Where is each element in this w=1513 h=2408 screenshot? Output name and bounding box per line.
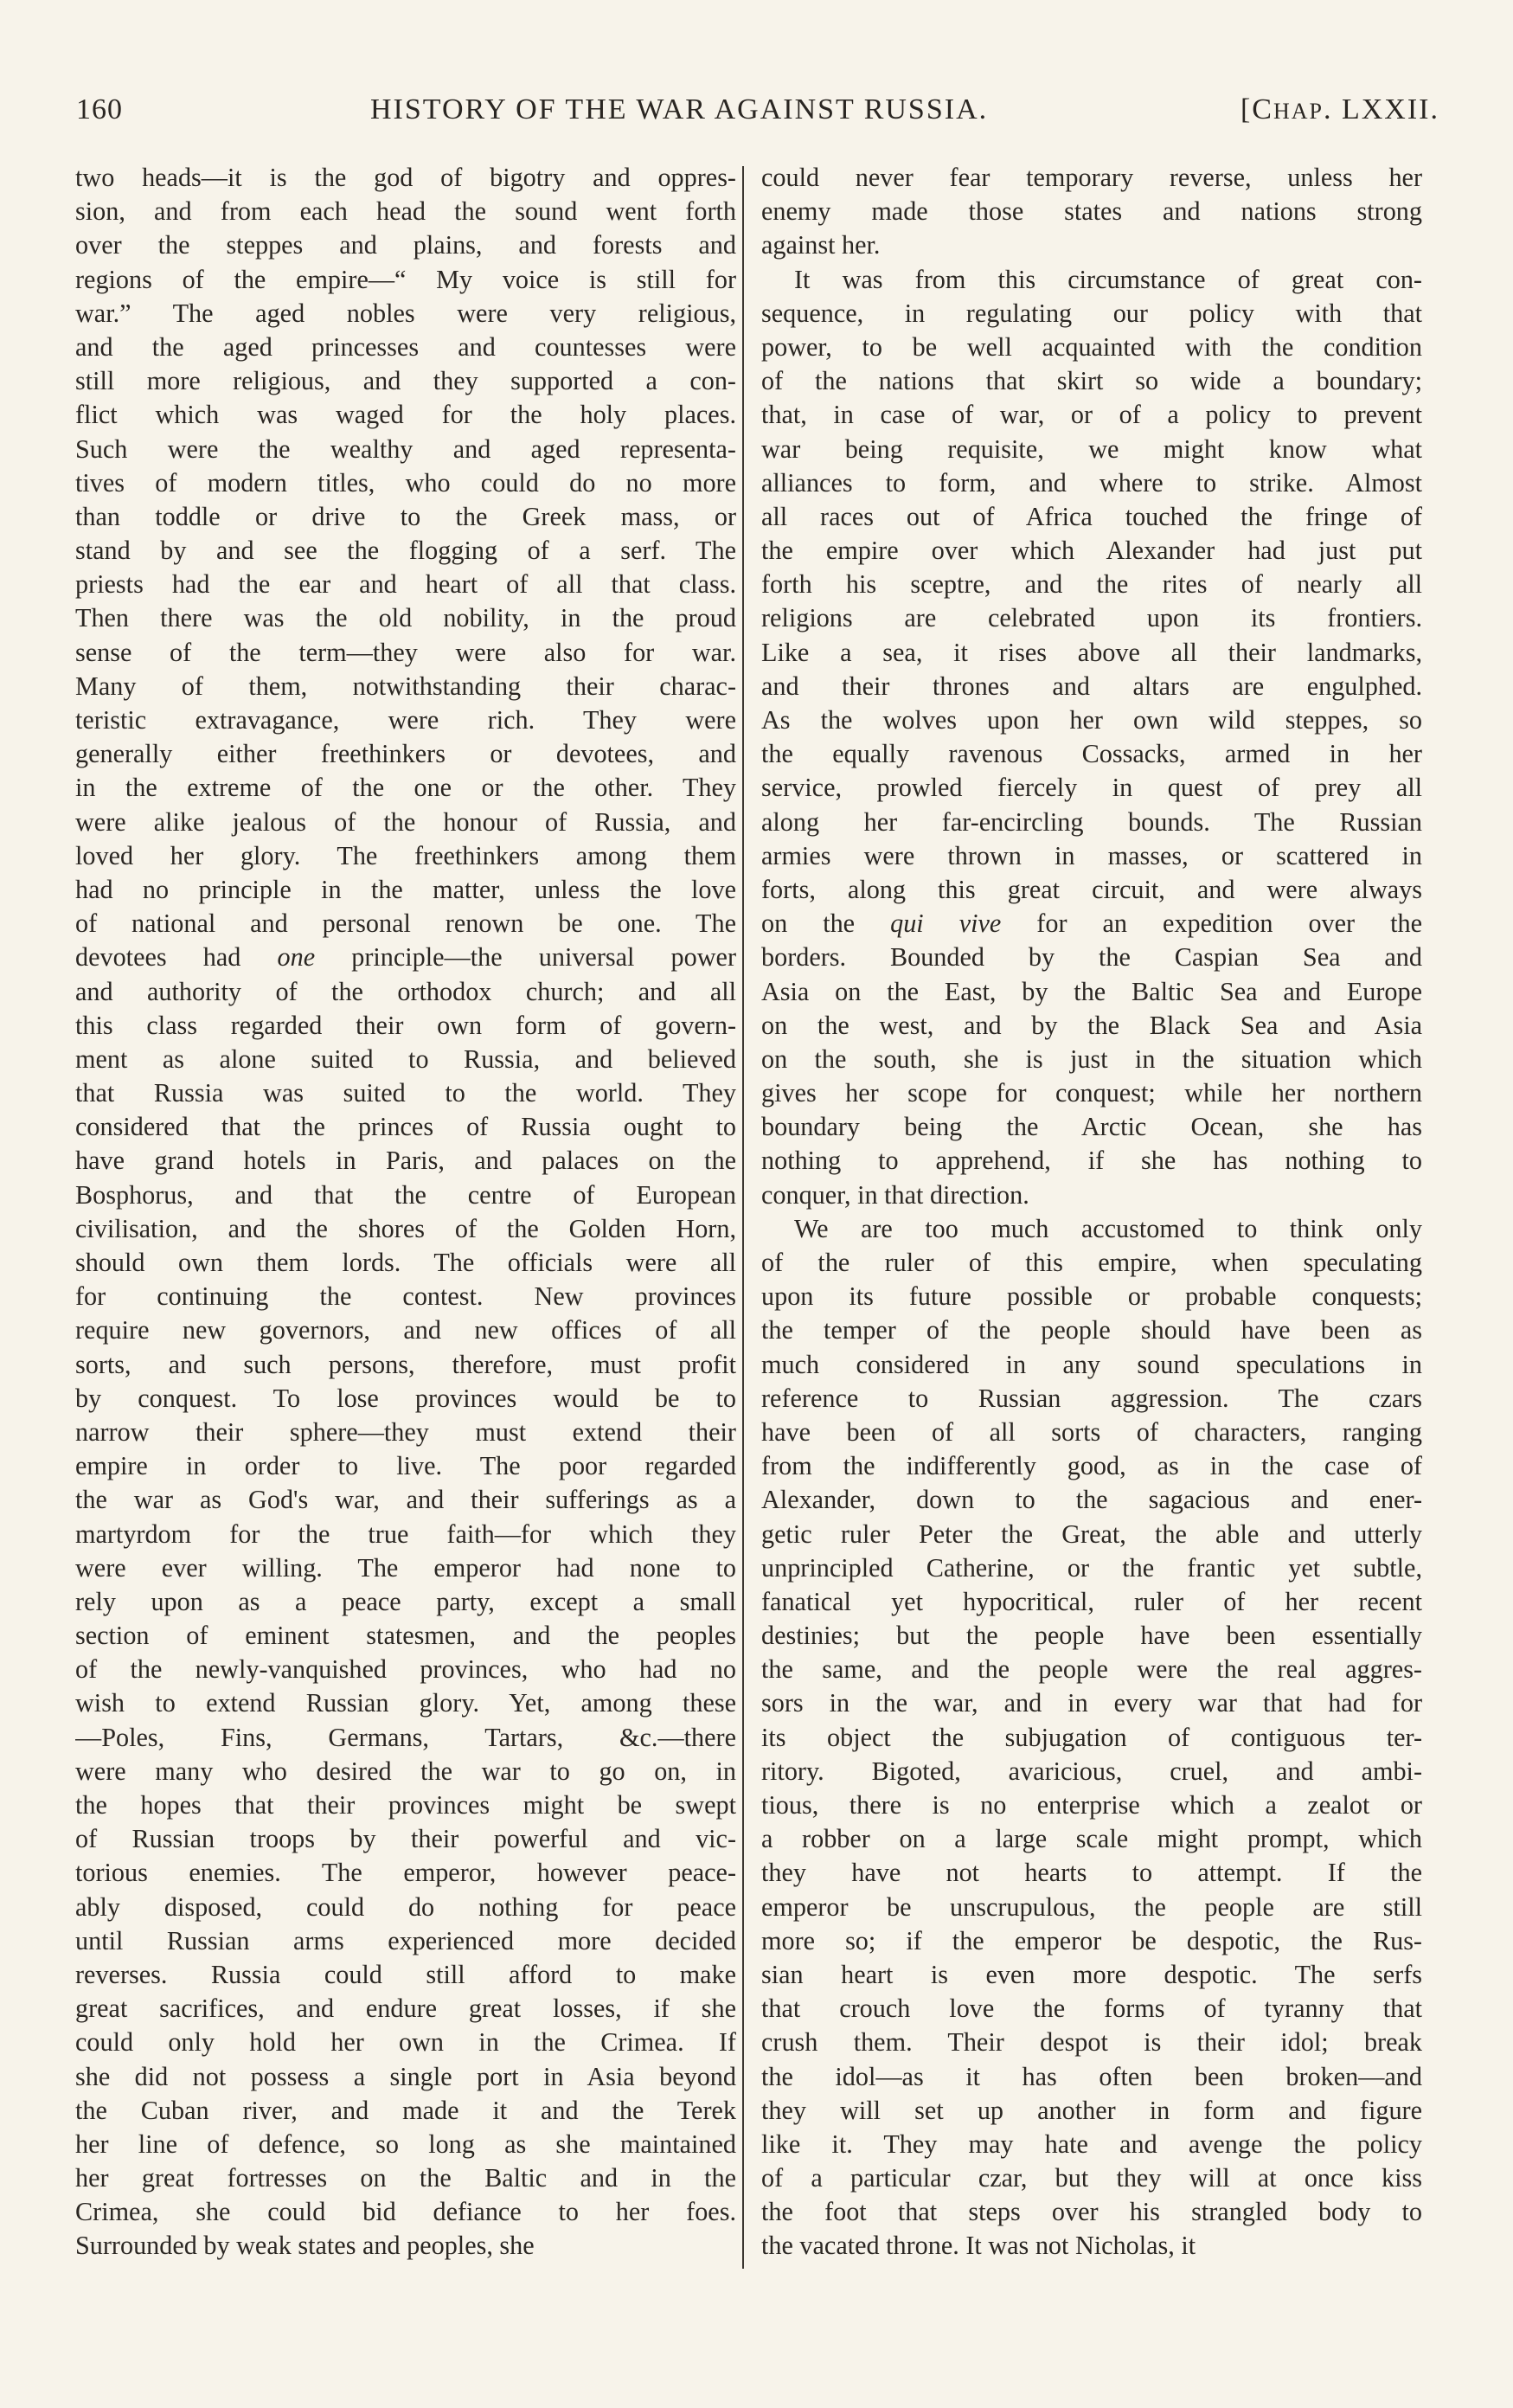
text-line: over the steppes and plains, and forests and [75,230,736,260]
text-line: tives of modern titles, who could do no more [75,467,736,498]
text-line: war.” The aged nobles were very religious, [75,298,736,328]
text-line: the equally ravenous Cossacks, armed in her [761,739,1422,769]
text-line: should own them lords. The officials were all [75,1248,736,1277]
text-line: crush them. Their despot is their idol; break [761,2027,1422,2058]
text-line: the war as God's war, and their sufferings as a [75,1485,736,1515]
text-line: could never fear temporary reverse, unless her [761,163,1422,192]
text-line: the hopes that their provinces might be swept [75,1790,736,1820]
text-line: As the wolves upon her own wild steppes, so [761,705,1422,735]
text-line: Crimea, she could bid defiance to her foes. [75,2197,736,2227]
text-line: emperor be unscrupulous, the people are still [761,1891,1422,1922]
text-line: that, in case of war, or of a policy to prevent [761,400,1422,430]
italic-phrase: qui vive [890,909,1002,939]
text-line: were many who desired the war to go on, in [75,1756,736,1786]
text-line: have been of all sorts of characters, ranging [761,1416,1422,1447]
text-line: like it. They may hate and avenge the policy [761,2129,1422,2159]
text-line: the vacated throne. It was not Nicholas, it [761,2231,1196,2261]
text-line: of a particular czar, but they will at once kiss [761,2163,1422,2193]
text-line: she did not possess a single port in Asia beyond [75,2061,736,2091]
text-line: ritory. Bigoted, avaricious, cruel, and ambi- [761,1756,1422,1786]
text-line: section of eminent statesmen, and the peoples [75,1621,736,1651]
text-line: nothing to apprehend, if she has nothing to [761,1146,1422,1176]
text-line: generally either freethinkers or devotees, and [75,739,736,769]
text-line: forth his sceptre, and the rites of nearly all [761,569,1422,600]
running-header [76,87,1439,135]
text-line: on the west, and by the Black Sea and Asia [761,1010,1422,1040]
text-line: reference to Russian aggression. The czars [761,1383,1422,1413]
text-line: on the south, she is just in the situation which [761,1043,1422,1074]
text-line: of national and personal renown be one. The [75,909,736,939]
text-line: and authority of the orthodox church; and all [75,976,736,1006]
text-line: teristic extravagance, were rich. They were [75,705,736,735]
text-line: martyrdom for the true faith—for which they [75,1519,736,1549]
text-line: tious, there is no enterprise which a zealot or [761,1790,1422,1820]
text-line: all races out of Africa touched the fringe of [761,501,1422,531]
text-line: still more religious, and they supported a con- [75,366,736,396]
text-line [75,941,736,974]
chapter-smallcaps: HAP [1273,99,1324,124]
text-line: narrow their sphere—they must extend their [75,1416,736,1447]
chapter-suffix: . LXXII. [1323,93,1439,125]
text-line: its object the subjugation of contiguous ter- [761,1722,1422,1752]
text-line: more so; if the emperor be despotic, the Rus- [761,1925,1422,1955]
text-line: We are too much accustomed to think only [794,1213,1422,1243]
text-line [761,907,1422,941]
text-line: Then there was the old nobility, in the proud [75,603,736,633]
text-line: sors in the war, and in every war that had for [761,1688,1422,1718]
text-line: the foot that steps over his strangled body to [761,2197,1422,2227]
text-line: forts, along this great circuit, and were always [761,874,1422,904]
text-line: and their thrones and altars are engulphed. [761,671,1422,701]
text-line: the Cuban river, and made it and the Terek [75,2095,736,2125]
text-line: enemy made those states and nations strong [761,196,1422,227]
text-line: power, to be well acquainted with the condition [761,331,1422,362]
column-divider [742,166,744,2269]
left-column [75,161,736,2264]
text-line: from the indifferently good, as in the case of [761,1451,1422,1481]
text-line: religions are celebrated upon its frontiers. [761,603,1422,633]
text-line: her line of defence, so long as she maintained [75,2129,736,2159]
text-line: rely upon as a peace party, except a small [75,1586,736,1616]
text-line: could only hold her own in the Crimea. If [75,2027,736,2058]
text-line: of Russian troops by their powerful and vic- [75,1824,736,1854]
text-line: they have not hearts to attempt. If the [761,1858,1422,1888]
text-line: Surrounded by weak states and peoples, she [75,2231,535,2261]
text-line: gives her scope for conquest; while her northern [761,1078,1422,1108]
text-line: along her far-encircling bounds. The Russian [761,806,1422,837]
text-line: were alike jealous of the honour of Russia, and [75,806,736,837]
text-line: great sacrifices, and endure great losses, if she [75,1994,736,2024]
text-line: It was from this circumstance of great con- [794,264,1422,294]
text-line: her great fortresses on the Baltic and in the [75,2163,736,2193]
right-column [761,161,1422,2264]
chapter-prefix: [C [1240,93,1273,125]
text-line: sorts, and such persons, therefore, must profit [75,1349,736,1379]
text-line: war being requisite, we might know what [761,433,1422,464]
text-line: of the nations that skirt so wide a boundary; [761,366,1422,396]
text-line: —Poles, Fins, Germans, Tartars, &c.—there [75,1722,736,1752]
text-line: fanatical yet hypocritical, ruler of her recent [761,1586,1422,1616]
text-line: loved her glory. The freethinkers among them [75,840,736,870]
text-line: the idol—as it has often been broken—and [761,2061,1422,2091]
text-line: in the extreme of the one or the other. They [75,773,736,803]
text-line: priests had the ear and heart of all that class. [75,569,736,600]
text-line: sense of the term—they were also for war. [75,637,736,667]
text-line: and the aged princesses and countesses were [75,331,736,362]
text-line: reverses. Russia could still afford to make [75,1959,736,1989]
text-line: getic ruler Peter the Great, the able and utterly [761,1519,1422,1549]
text-line: sequence, in regulating our policy with that [761,298,1422,328]
text-line: that crouch love the forms of tyranny that [761,1994,1422,2024]
text-line: for continuing the contest. New provinces [75,1281,736,1312]
text-line: boundary being the Arctic Ocean, she has [761,1112,1422,1142]
text-line: sian heart is even more despotic. The serfs [761,1959,1422,1989]
text-line: than toddle or drive to the Greek mass, or [75,501,736,531]
running-title: HISTORY OF THE WAR AGAINST RUSSIA. [370,93,989,125]
text-line: borders. Bounded by the Caspian Sea and [761,942,1422,973]
text-line: the empire over which Alexander had just put [761,536,1422,566]
text-line: sion, and from each head the sound went forth [75,196,736,227]
text-line: Asia on the East, by the Baltic Sea and Europe [761,976,1422,1006]
text-line: civilisation, and the shores of the Golden Horn, [75,1213,736,1243]
text-line: against her. [761,230,881,260]
text-line: much considered in any sound speculations in [761,1349,1422,1379]
text-line: armies were thrown in masses, or scattered in [761,840,1422,870]
text-line: until Russian arms experienced more decided [75,1925,736,1955]
text-line: had no principle in the matter, unless the love [75,874,736,904]
text-line: the same, and the people were the real aggres- [761,1654,1422,1685]
text-line: destinies; but the people have been essentially [761,1621,1422,1651]
page-number: 160 [76,93,123,125]
text-line: of the ruler of this empire, when speculating [761,1248,1422,1277]
text-line: service, prowled fiercely in quest of prey all [761,773,1422,803]
text-line: Bosphorus, and that the centre of European [75,1179,736,1210]
text-line: the temper of the people should have been as [761,1315,1422,1345]
text-line: considered that the princes of Russia ought to [75,1112,736,1142]
text-line: require new governors, and new offices of all [75,1315,736,1345]
text-line: Such were the wealthy and aged representa- [75,433,736,464]
text-line: stand by and see the flogging of a serf. The [75,536,736,566]
text-run: devotees had [75,942,278,973]
text-line: Many of them, notwithstanding their charac- [75,671,736,701]
text-line: Alexander, down to the sagacious and ener- [761,1485,1422,1515]
chapter-marker [1241,93,1439,126]
text-line: two heads—it is the god of bigotry and oppres- [75,163,736,192]
text-line: wish to extend Russian glory. Yet, among these [75,1688,736,1718]
text-line: alliances to form, and where to strike. Almost [761,467,1422,498]
text-line: empire in order to live. The poor regarded [75,1451,736,1481]
italic-phrase: one [277,942,316,973]
text-line: flict which was waged for the holy places. [75,400,736,430]
text-line: they will set up another in form and figure [761,2095,1422,2125]
text-line: unprincipled Catherine, or the frantic yet subtle, [761,1552,1422,1583]
text-line: Like a sea, it rises above all their landmarks, [761,637,1422,667]
text-line: a robber on a large scale might prompt, which [761,1824,1422,1854]
text-line: ably disposed, could do nothing for peace [75,1891,736,1922]
text-line: this class regarded their own form of govern- [75,1010,736,1040]
text-line: regions of the empire—“ My voice is still for [75,264,736,294]
text-line: of the newly-vanquished provinces, who had no [75,1654,736,1685]
text-run: principle—the universal power [315,942,736,973]
text-line: by conquest. To lose provinces would be to [75,1383,736,1413]
text-line: conquer, in that direction. [761,1179,1029,1210]
text-line: upon its future possible or probable conquests; [761,1281,1422,1312]
text-run: on the [761,909,891,939]
text-line: torious enemies. The emperor, however peace- [75,1858,736,1888]
text-line: that Russia was suited to the world. They [75,1078,736,1108]
text-line: ment as alone suited to Russia, and believed [75,1043,736,1074]
text-line: have grand hotels in Paris, and palaces on the [75,1146,736,1176]
text-run: for an expedition over the [1001,909,1422,939]
text-line: were ever willing. The emperor had none to [75,1552,736,1583]
